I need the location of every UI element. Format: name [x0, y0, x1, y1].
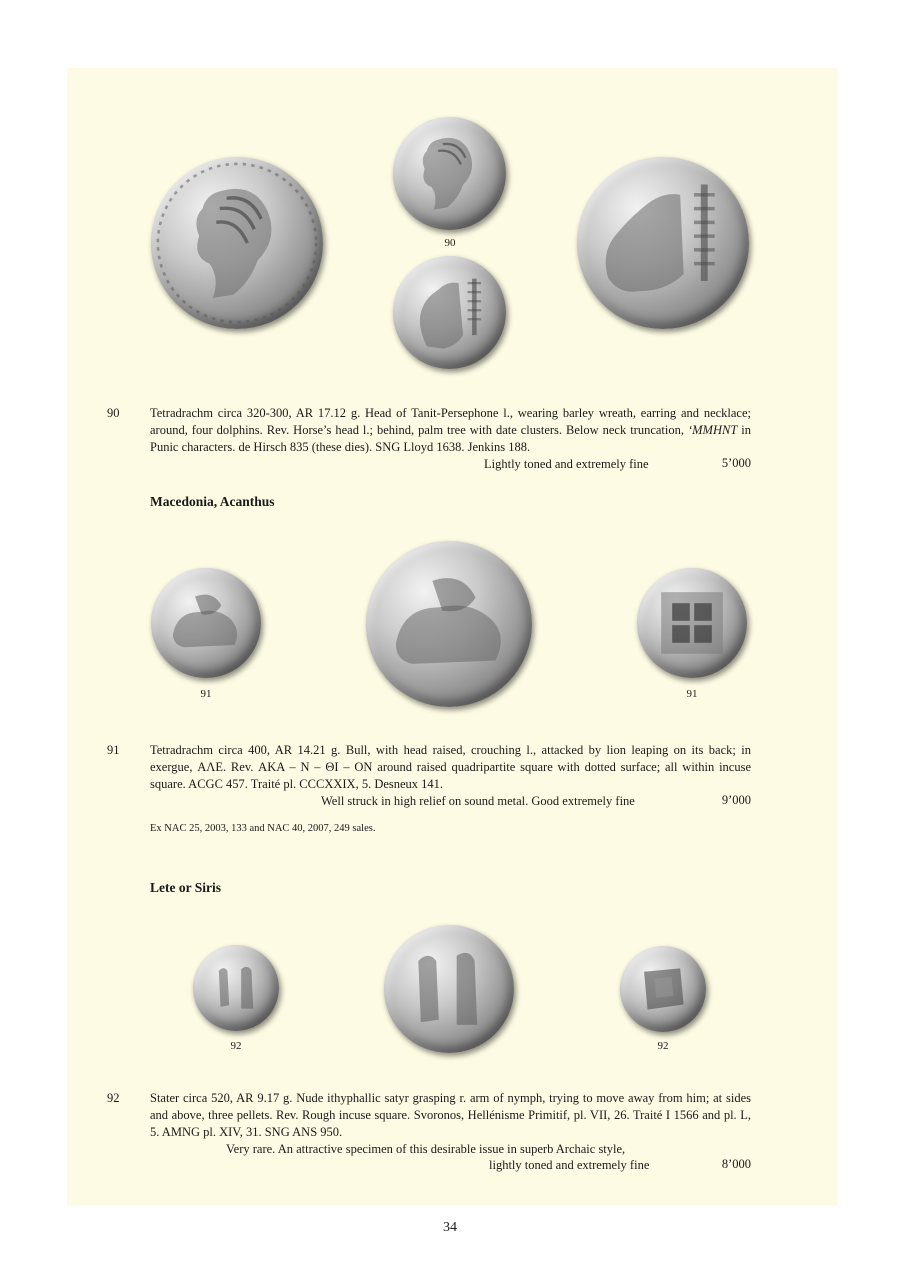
lot-92-price: 8’000: [721, 1157, 751, 1171]
head-obverse-icon: [393, 117, 506, 230]
coin-92-obverse-large: [384, 925, 514, 1053]
horse-head-reverse-icon: [577, 157, 749, 329]
coin-92-obverse-small: [193, 945, 279, 1031]
page-number: 34: [443, 1220, 457, 1235]
lot-90-price: 5’000: [721, 456, 751, 470]
coin-90-image-label: 90: [444, 237, 456, 249]
lot-91-condition: Well struck in high relief on sound metal. Good extremely fine: [321, 794, 635, 808]
coin-90-reverse-large: [577, 157, 749, 329]
lot-91-price: 9’000: [721, 793, 751, 807]
lot-90-condition: Lightly toned and extremely fine: [484, 457, 649, 471]
satyr-nymph-obverse-icon: [193, 945, 279, 1031]
lot-90-description-a: Tetradrachm circa 320-300, AR 17.12 g. Head of Tanit-Persephone l., wearing barley wreath, earring and necklace; around, four dolphins. Rev. Horse’s head l.; behind, palm tree with date clusters. Below neck truncation,: [150, 406, 751, 437]
section-heading-macedonia: Macedonia, Acanthus: [150, 494, 275, 509]
lot-91-description: Tetradrachm circa 400, AR 14.21 g. Bull, with head raised, crouching l., attacked by lion leaping on its back; in exergue, ΑΛΕ. Rev. ΑΚΑ – Ν – ΘΙ – ΟΝ around raised quadripartite square with dotted surface; all within incuse square. ACGC 457. Traité pl. CCCXXIX, 5. Desneux 141.: [150, 743, 751, 791]
coin-91-obverse-small: [151, 568, 261, 678]
coin-91-obverse-large: [366, 541, 532, 707]
lot-90-punic-legend: ‘MMHNT: [687, 423, 738, 437]
lot-92-number: 92: [107, 1091, 120, 1105]
lot-92-description: Stater circa 520, AR 9.17 g. Nude ithyphallic satyr grasping r. arm of nymph, trying to move away from him; at sides and above, three pellets. Rev. Rough incuse square. Svoronos, Hellénisme Primitif, pl. VII, 26. Traité I 1566 and pl. L, 5. AMNG pl. XIV, 31. SNG ANS 950.: [150, 1091, 751, 1139]
lot-90-number: 90: [107, 406, 120, 420]
head-obverse-icon: [151, 157, 323, 329]
coin-90-obverse-small: [393, 117, 506, 230]
section-heading-lete: Lete or Siris: [150, 880, 221, 895]
coin-90-reverse-small: [393, 256, 506, 369]
rough-incuse-reverse-icon: [620, 946, 706, 1032]
bull-lion-obverse-icon: [151, 568, 261, 678]
lot-92-condition-line1: Very rare. An attractive specimen of this desirable issue in superb Archaic style,: [226, 1142, 626, 1156]
coin-91-label-right: 91: [686, 688, 698, 700]
incuse-square-reverse-icon: [637, 568, 747, 678]
lot-91-provenance: Ex NAC 25, 2003, 133 and NAC 40, 2007, 249 sales.: [150, 823, 376, 834]
coin-92-label-right: 92: [657, 1040, 669, 1052]
lot-92-condition-line2: lightly toned and extremely fine: [489, 1158, 650, 1172]
lot-91-number: 91: [107, 743, 120, 757]
horse-head-reverse-icon: [393, 256, 506, 369]
lot-90-description: [150, 405, 751, 456]
coin-91-label-left: 91: [200, 688, 212, 700]
coin-92-reverse: [620, 946, 706, 1032]
lot-90-description-b: in Punic characters. de Hirsch 835 (these dies). SNG Lloyd 1638. Jenkins 188.: [150, 423, 751, 454]
coin-90-obverse-large: [151, 157, 323, 329]
coin-91-reverse: [637, 568, 747, 678]
coin-92-label-left: 92: [230, 1040, 242, 1052]
bull-lion-obverse-icon: [366, 541, 532, 707]
satyr-nymph-obverse-icon: [384, 925, 514, 1053]
